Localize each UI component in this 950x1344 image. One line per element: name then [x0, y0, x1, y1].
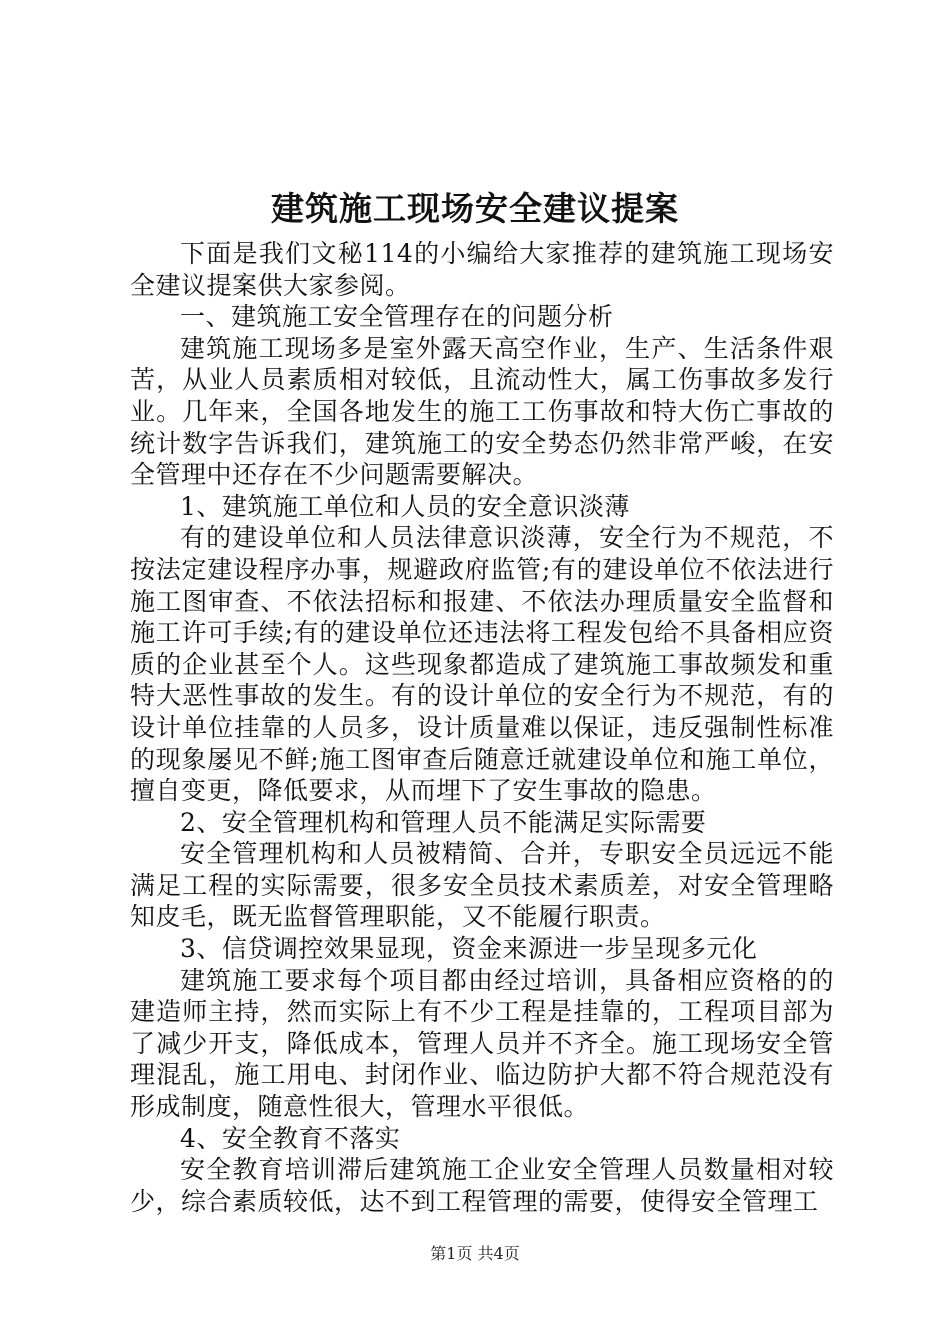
document-title: 建筑施工现场安全建议提案 — [271, 189, 679, 228]
paragraph-intro: 下面是我们文秘114的小编给大家推荐的建筑施工现场安全建议提案供大家参阅。 — [130, 239, 834, 300]
paragraph-management: 安全管理机构和人员被精简、合并，专职安全员远远不能满足工程的实际需要，很多安全员技术素质差，对安全管理略知皮毛，既无监督管理职能，又不能履行职责。 — [130, 839, 834, 932]
paragraph-awareness: 有的建设单位和人员法律意识淡薄，安全行为不规范，不按法定建设程序办事，规避政府监管;有的建设单位不依法进行施工图审查、不依法招标和报建、不依法办理质量安全监督和施工许可手续;有的建设单位还违法将工程发包给不具备相应资质的企业甚至个人。这些现象都造成了建筑施工事故频发和重特大恶性事故的发生。有的设计单位的安全行为不规范，有的设计单位挂靠的人员多，设计质量难以保证，违反强制性标准的现象屡见不鲜;施工图审查后随意迁就建设单位和施工单位，擅自变更，降低要求，从而埋下了安生事故的隐患。 — [130, 523, 834, 806]
paragraph-funding: 建筑施工要求每个项目都由经过培训，具备相应资格的的建造师主持，然而实际上有不少工程是挂靠的，工程项目部为了减少开支，降低成本，管理人员并不齐全。施工现场安全管理混乱，施工用电、封闭作业、临边防护大都不符合规范没有形成制度，随意性很大，管理水平很低。 — [130, 965, 834, 1122]
subheading-2: 2、安全管理机构和管理人员不能满足实际需要 — [180, 807, 707, 837]
paragraph-overview: 建筑施工现场多是室外露天高空作业，生产、生活条件艰苦，从业人员素质相对较低，且流动性大，属工伤事故多发行业。几年来，全国各地发生的施工工伤事故和特大伤亡事故的统计数字告诉我们，建筑施工的安全势态仍然非常严峻，在安全管理中还存在不少问题需要解决。 — [130, 333, 834, 490]
section-heading-1: 一、建筑施工安全管理存在的问题分析 — [180, 302, 614, 332]
subheading-1: 1、建筑施工单位和人员的安全意识淡薄 — [180, 491, 630, 521]
document-body — [130, 238, 834, 1217]
page-footer: 第1页 共4页 — [430, 1244, 520, 1263]
subheading-3: 3、信贷调控效果显现，资金来源进一步呈现多元化 — [180, 934, 758, 964]
subheading-4: 4、安全教育不落实 — [180, 1123, 401, 1153]
paragraph-education: 安全教育培训滞后建筑施工企业安全管理人员数量相对较少，综合素质较低，达不到工程管理的需要，使得安全管理工 — [130, 1155, 834, 1216]
